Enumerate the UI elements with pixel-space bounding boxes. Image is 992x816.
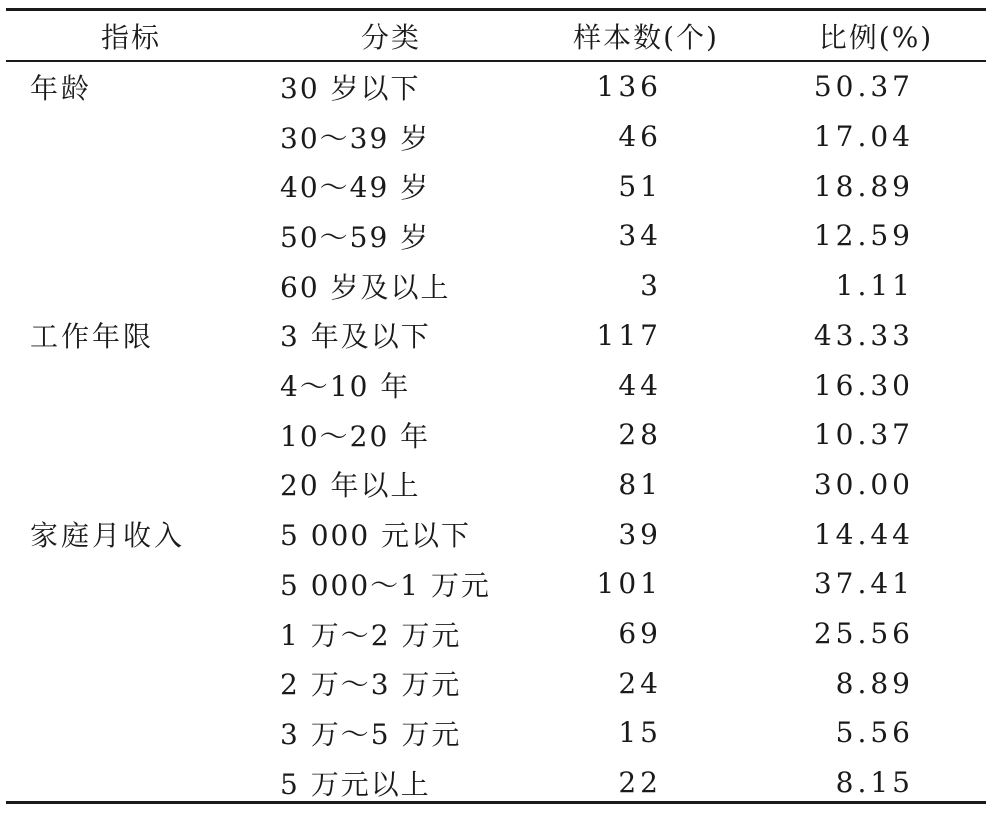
table-bottom-rule: [6, 801, 986, 804]
cell-sample-count: 46: [618, 120, 662, 154]
cell-sample-count: 136: [596, 70, 662, 104]
table-row: [6, 460, 986, 510]
cell-sample-count: 22: [618, 766, 662, 800]
cell-category: 30～39 岁: [280, 121, 431, 155]
cell-ratio: 12.59: [813, 219, 914, 253]
cell-category: 3 万～5 万元: [280, 717, 462, 751]
cell-sample-count: 101: [596, 567, 662, 601]
header-indicator: 指标: [100, 20, 161, 54]
header-ratio: 比例(%): [818, 20, 934, 54]
header-category: 分类: [360, 20, 421, 54]
cell-indicator: 家庭月收入: [30, 519, 186, 553]
cell-ratio: 43.33: [813, 318, 914, 352]
table-row: [6, 509, 986, 559]
cell-category: 30 岁以下: [280, 71, 421, 105]
cell-ratio: 37.41: [813, 567, 914, 601]
cell-ratio: 5.56: [835, 716, 914, 750]
cell-category: 60 岁及以上: [280, 270, 451, 304]
cell-ratio: 10.37: [813, 418, 914, 452]
cell-sample-count: 44: [618, 368, 662, 402]
cell-category: 20 年以上: [280, 469, 421, 503]
table-row: [6, 559, 986, 609]
cell-sample-count: 117: [596, 318, 662, 352]
cell-sample-count: 15: [618, 716, 662, 750]
cell-category: 2 万～3 万元: [280, 668, 462, 702]
table-row: [6, 311, 986, 361]
cell-category: 5 000～1 万元: [280, 568, 491, 602]
cell-sample-count: 28: [618, 418, 662, 452]
cell-sample-count: 81: [618, 467, 662, 501]
cell-category: 1 万～2 万元: [280, 618, 462, 652]
cell-ratio: 50.37: [813, 70, 914, 104]
cell-ratio: 8.15: [835, 766, 914, 800]
cell-sample-count: 24: [618, 666, 662, 700]
cell-category: 5 000 元以下: [280, 519, 472, 553]
cell-ratio: 8.89: [835, 666, 914, 700]
cell-ratio: 25.56: [813, 617, 914, 651]
cell-category: 40～49 岁: [280, 171, 431, 205]
cell-category: 5 万元以上: [280, 767, 431, 801]
table-row: [6, 410, 986, 460]
table-row: [6, 211, 986, 261]
table-row: [6, 62, 986, 112]
table-row: [6, 261, 986, 311]
cell-category: 3 年及以下: [280, 320, 431, 354]
table-row: [6, 708, 986, 758]
cell-category: 50～59 岁: [280, 220, 431, 254]
cell-sample-count: 34: [618, 219, 662, 253]
cell-indicator: 年龄: [30, 71, 93, 105]
cell-sample-count: 39: [618, 517, 662, 551]
cell-ratio: 30.00: [813, 467, 914, 501]
cell-category: 4～10 年: [280, 370, 411, 404]
cell-category: 10～20 年: [280, 419, 431, 453]
table-row: [6, 161, 986, 211]
table-row: [6, 360, 986, 410]
table-row: [6, 609, 986, 659]
cell-sample-count: 3: [640, 269, 662, 303]
cell-ratio: 18.89: [813, 169, 914, 203]
table-row: [6, 112, 986, 162]
table-row: [6, 658, 986, 708]
cell-ratio: 17.04: [813, 120, 914, 154]
cell-indicator: 工作年限: [30, 320, 155, 354]
cell-ratio: 1.11: [835, 269, 914, 303]
header-sample-count: 样本数(个): [573, 20, 719, 54]
cell-sample-count: 69: [618, 617, 662, 651]
cell-ratio: 16.30: [813, 368, 914, 402]
cell-ratio: 14.44: [813, 517, 914, 551]
cell-sample-count: 51: [618, 169, 662, 203]
